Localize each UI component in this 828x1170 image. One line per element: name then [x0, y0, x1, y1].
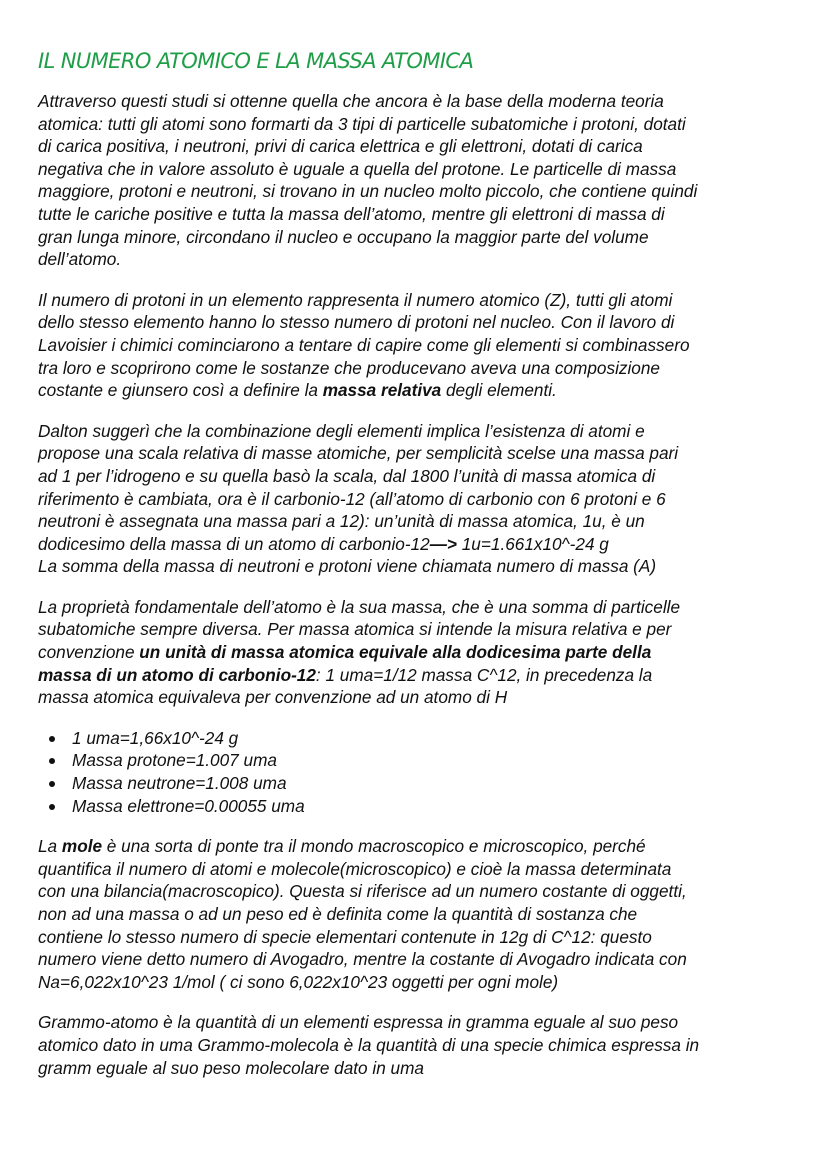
text-run: : 1 uma=1/12 massa C^12, in precedenza la: [315, 664, 653, 685]
bold-term-massa-relativa: massa relativa: [322, 380, 442, 401]
paragraph-dalton: [38, 420, 798, 578]
text-line: [38, 379, 798, 402]
bullet-list: [38, 727, 798, 817]
paragraph-mole: [38, 835, 798, 993]
bold-definition: massa di un atomo di carbonio-12: [38, 664, 316, 685]
text-line: gran lunga minore, circondano il nucleo e occupano la maggior parte del volume: [38, 226, 649, 247]
text-line: massa atomica equivaleva per convenzione ad un atomo di H: [38, 687, 508, 708]
text-line: atomica: tutti gli atomi sono formarti da 3 tipi di particelle subatomiche i protoni, dotati: [38, 113, 686, 134]
text-run: costante e giunsero così a definire la: [38, 380, 323, 401]
text-line: maggiore, protoni e neutroni, si trovano in un nucleo molto piccolo, che contiene quindi: [38, 181, 698, 202]
text-line: [38, 664, 798, 687]
text-line: Attraverso questi studi si ottenne quella che ancora è la base della moderna teoria: [38, 91, 664, 111]
text-line: Dalton suggerì che la combinazione degli elementi implica l’esistenza di atomi e: [38, 420, 645, 441]
text-line: gramm eguale al suo peso molecolare dato in uma: [38, 1057, 424, 1078]
text-line: Il numero di protoni in un elemento rappresenta il numero atomico (Z), tutti gli atomi: [38, 289, 673, 310]
text-line: negativa che in valore assoluto è uguale a quella del protone. Le particelle di massa: [38, 158, 677, 179]
paragraph-atomic-number: [38, 289, 798, 402]
text-line: dello stesso elemento hanno lo stesso numero di protoni nel nucleo. Con il lavoro di: [38, 312, 675, 333]
text-line: riferimento è cambiata, ora è il carbonio-12 (all’atomo di carbonio con 6 protoni e 6: [38, 488, 666, 509]
list-item: Massa elettrone=0.00055 uma: [72, 795, 798, 818]
text-run: 1u=1.661x10^-24 g: [456, 533, 609, 554]
text-run: convenzione: [38, 642, 140, 663]
document-page: [38, 48, 798, 1097]
page-title: IL NUMERO ATOMICO E LA MASSA ATOMICA: [38, 49, 474, 73]
text-line: numero viene detto numero di Avogadro, mentre la costante di Avogadro indicata con: [38, 949, 687, 970]
text-line: Grammo-atomo è la quantità di un elementi espressa in gramma eguale al suo peso: [38, 1012, 679, 1033]
paragraph-atomic-structure: [38, 90, 798, 271]
text-line: La proprietà fondamentale dell’atomo è la sua massa, che è una somma di particelle: [38, 596, 681, 617]
bold-term-mole: mole: [61, 836, 103, 857]
text-line: non ad una massa o ad un peso ed è definita come la quantità di sostanza che: [38, 904, 638, 924]
text-line: quantifica il numero di atomi e molecole(microscopico) e cioè la massa determinata: [38, 858, 672, 879]
text-line: [38, 533, 798, 556]
text-line: contiene lo stesso numero di specie elementari contenute in 12g di C^12: questo: [38, 926, 652, 947]
bold-definition: un unità di massa atomica equivale alla dodicesima parte della: [139, 642, 652, 663]
text-line: ad 1 per l’idrogeno e su quella basò la scala, dal 1800 l’unità di massa atomica di: [38, 465, 656, 486]
text-run: La: [38, 836, 62, 857]
text-line: di carica positiva, i neutroni, privi di carica elettrica e gli elettroni, dotati di carica: [38, 136, 643, 157]
text-line: Na=6,022x10^23 1/mol ( ci sono 6,022x10^23 oggetti per ogni mole): [38, 971, 559, 992]
list-item: Massa protone=1.007 uma: [72, 749, 798, 772]
paragraph-atomic-mass: [38, 596, 798, 709]
text-line: Lavoisier i chimici cominciarono a tentare di capire come gli elementi si combinassero: [38, 334, 690, 355]
text-line: tra loro e scoprirono come le sostanze che producevano aveva una composizione: [38, 357, 660, 378]
text-line: La somma della massa di neutroni e protoni viene chiamata numero di massa (A): [38, 556, 657, 577]
text-run: degli elementi.: [441, 380, 557, 401]
text-line: subatomiche sempre diversa. Per massa atomica si intende la misura relativa e per: [38, 619, 672, 640]
list-item: 1 uma=1,66x10^-24 g: [72, 727, 798, 750]
text-line: neutroni è assegnata una massa pari a 12): un’unità di massa atomica, 1u, è un: [38, 511, 645, 532]
paragraph-gram-atom: [38, 1011, 798, 1079]
text-run: dodicesimo della massa di un atomo di carbonio-12: [38, 533, 430, 554]
text-line: con una bilancia(macroscopico). Questa si riferisce ad un numero costante di oggetti,: [38, 881, 687, 902]
text-run: è una sorta di ponte tra il mondo macroscopico e microscopico, perché: [102, 836, 646, 857]
text-line: [38, 641, 798, 664]
text-line: [38, 835, 798, 858]
text-line: dell’atomo.: [38, 249, 122, 270]
text-line: atomico dato in uma Grammo-molecola è la quantità di una specie chimica espressa in: [38, 1034, 700, 1055]
text-line: tutte le cariche positive e tutta la massa dell’atomo, mentre gli elettroni di massa di: [38, 203, 665, 224]
list-item: Massa neutrone=1.008 uma: [72, 772, 798, 795]
text-line: propose una scala relativa di masse atomiche, per semplicità scelse una massa pari: [38, 443, 679, 464]
arrow-symbol: —>: [429, 533, 457, 554]
